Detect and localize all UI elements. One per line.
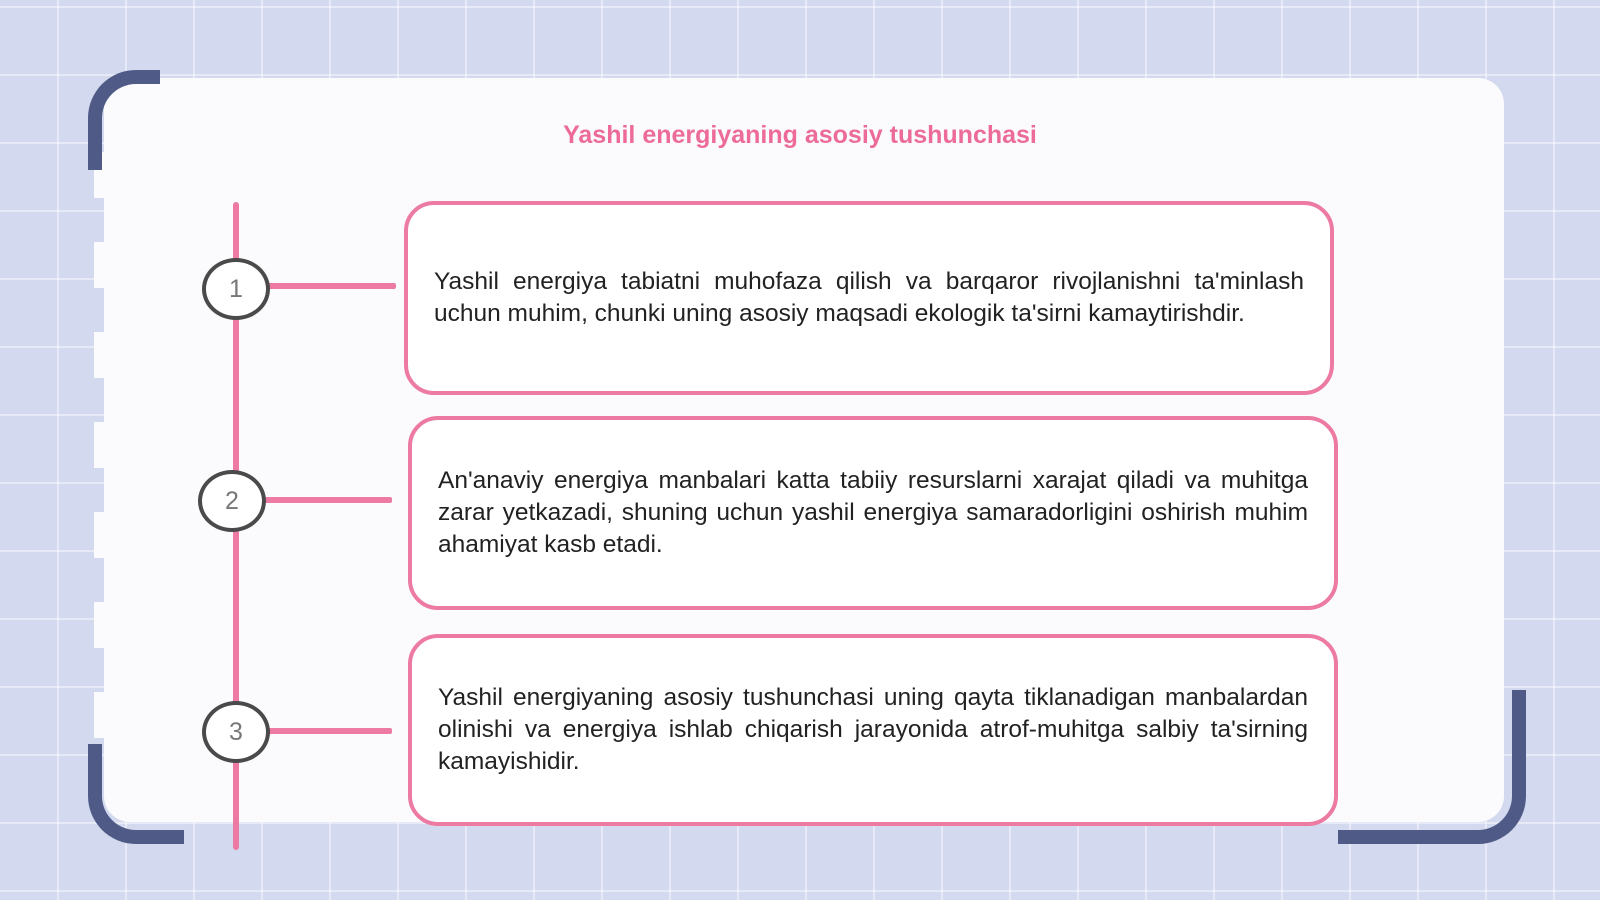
step-card-1 xyxy=(404,201,1334,395)
step-number-2: 2 xyxy=(198,470,266,532)
step-card-2 xyxy=(408,416,1338,610)
slide-title: Yashil energiyaning asosiy tushunchasi xyxy=(563,121,1037,149)
step-text-1: Yashil energiya tabiatni muhofaza qilish va barqaror rivojlanishni ta'minlash uchun muhim, chunki uning asosiy maqsadi ekologik ta'sirni kamaytirishdir. xyxy=(434,268,1304,327)
step-connector xyxy=(266,283,396,289)
step-connector xyxy=(266,728,392,734)
step-number-1: 1 xyxy=(202,258,270,320)
step-card-3 xyxy=(408,634,1338,826)
frame-corner-bottom-left xyxy=(88,744,184,844)
frame-corner-top-left xyxy=(88,70,160,170)
step-text-3: Yashil energiyaning asosiy tushunchasi uning qayta tiklanadigan manbalardan olinishi va energiya ishlab chiqarish jarayonida atrof-muhitga salbiy ta'sirning kamayishidir. xyxy=(438,684,1308,775)
step-text-2: An'anaviy energiya manbalari katta tabiiy resurslarni xarajat qiladi va muhitga zarar yetkazadi, shuning uchun yashil energiya samaradorligini oshirish muhim ahamiyat kasb etadi. xyxy=(438,467,1308,558)
step-connector xyxy=(262,497,392,503)
step-number-3: 3 xyxy=(202,701,270,763)
frame-corner-bottom-right xyxy=(1338,690,1526,844)
